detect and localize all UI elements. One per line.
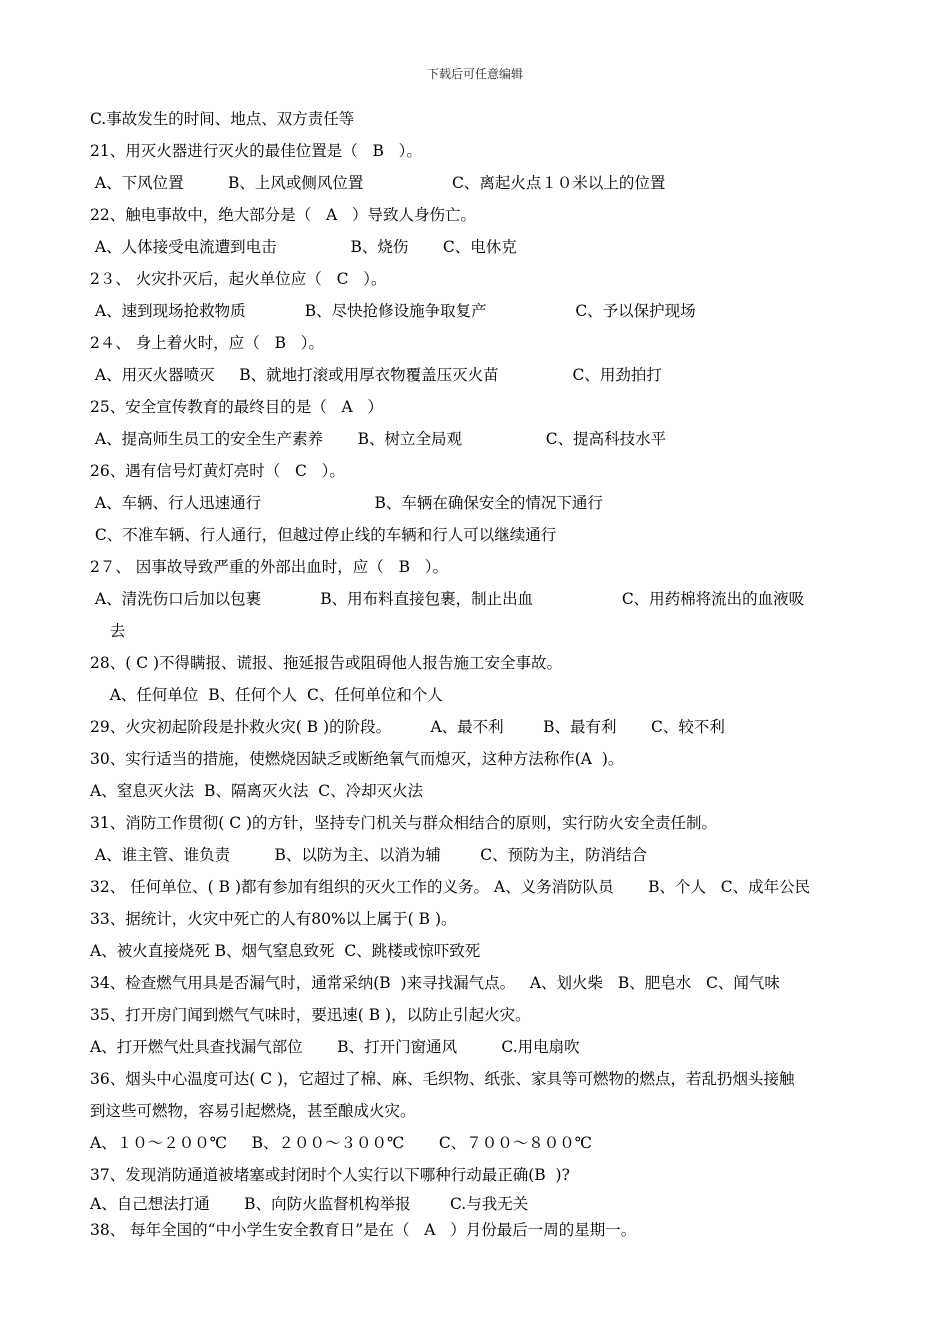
page-header: 下载后可任意编辑 [426,67,523,81]
question-line: 30、实行适当的措施，使燃烧因缺乏或断绝氧气而熄灭，这种方法称作(A )。 [90,750,624,768]
options-line: A、下风位置 B、上风或侧风位置 C、离起火点１０米以上的位置 [90,174,666,192]
question-line: 29、火灾初起阶段是扑救火灾( B )的阶段。 A、最不利 B、最有利 C、较不利 [90,718,725,736]
options-line: A、提高师生员工的安全生产素养 B、树立全局观 C、提高科技水平 [90,430,667,448]
document-body [90,103,890,1243]
question-line: 32、 任何单位、( B )都有参加有组织的灭火工作的义务。 A、义务消防队员 B、个人 C、成年公民 [90,878,811,896]
options-line: A、人体接受电流遭到电击 B、烧伤 C、电休克 [90,238,517,256]
question-line: 36、烟头中心温度可达( C )，它超过了棉、麻、毛织物、纸张、家具等可燃物的燃点，若乱扔烟头接触 [90,1070,795,1088]
options-line: A、用灭火器喷灭 B、就地打滚或用厚衣物覆盖压灭火苗 C、用劲拍打 [90,366,662,384]
options-line: A、清洗伤口后加以包裹 B、用布料直接包裹，制止出血 C、用药棉将流出的血液吸 [90,590,805,608]
options-line: A、被火直接烧死 B、烟气窒息致死 C、跳楼或惊吓致死 [90,942,481,960]
question-line: 38、 每年全国的“中小学生安全教育日”是在（ A ）月份最后一周的星期一。 [90,1221,637,1239]
question-line: 37、发现消防通道被堵塞或封闭时个人实行以下哪种行动最正确(B )? [90,1166,570,1184]
question-line-continued: 到这些可燃物，容易引起燃烧，甚至酿成火灾。 [90,1102,416,1120]
options-line: A、车辆、行人迅速通行 B、车辆在确保安全的情况下通行 [90,494,603,512]
options-line: A、窒息灭火法 B、隔离灭火法 C、冷却灭火法 [90,782,424,800]
question-line: 2３、 火灾扑灭后，起火单位应（ C ）。 [90,270,387,288]
options-line: A、谁主管、谁负责 B、以防为主、以消为辅 C、预防为主，防消结合 [90,846,648,864]
question-line: 2４、 身上着火时，应（ B ）。 [90,334,324,352]
options-line: A、自己想法打通 B、向防火监督机构举报 C.与我无关 [90,1195,529,1213]
question-line: 25、安全宣传教育的最终目的是（ A ） [90,398,383,416]
question-line: 35、打开房门闻到燃气气味时，要迅速( B )，以防止引起火灾。 [90,1006,531,1024]
question-line: 33、据统计，火灾中死亡的人有80%以上属于( B )。 [90,910,457,928]
text-line: C.事故发生的时间、地点、双方责任等 [90,110,355,128]
options-line: A、速到现场抢救物质 B、尽快抢修设施争取复产 C、予以保护现场 [90,302,696,320]
options-line-continued: 去 [90,622,126,640]
question-line: 22、触电事故中，绝大部分是（ A ）导致人身伤亡。 [90,206,476,224]
options-line: A、打开燃气灶具查找漏气部位 B、打开门窗通风 C.用电扇吹 [90,1038,580,1056]
question-line: 2７、 因事故导致严重的外部出血时，应（ B ）。 [90,558,448,576]
question-line: 21、用灭火器进行灭火的最佳位置是（ B ）。 [90,142,422,160]
question-line: 26、遇有信号灯黄灯亮时（ C ）。 [90,462,345,480]
question-line: 28、( C )不得瞒报、谎报、拖延报告或阻碍他人报告施工安全事故。 [90,654,563,672]
options-line: A、１０～２００℃ B、２００～３００℃ C、７００～８００℃ [90,1134,593,1152]
options-line: A、任何单位 B、任何个人 C、任何单位和个人 [90,686,443,704]
question-line: 31、消防工作贯彻( C )的方针，坚持专门机关与群众相结合的原则，实行防火安全责任制。 [90,814,718,832]
question-line: 34、检查燃气用具是否漏气时，通常采纳(B )来寻找漏气点。 A、划火柴 B、肥皂水 C、闻气味 [90,974,780,992]
options-line: C、不准车辆、行人通行，但越过停止线的车辆和行人可以继续通行 [90,526,557,544]
